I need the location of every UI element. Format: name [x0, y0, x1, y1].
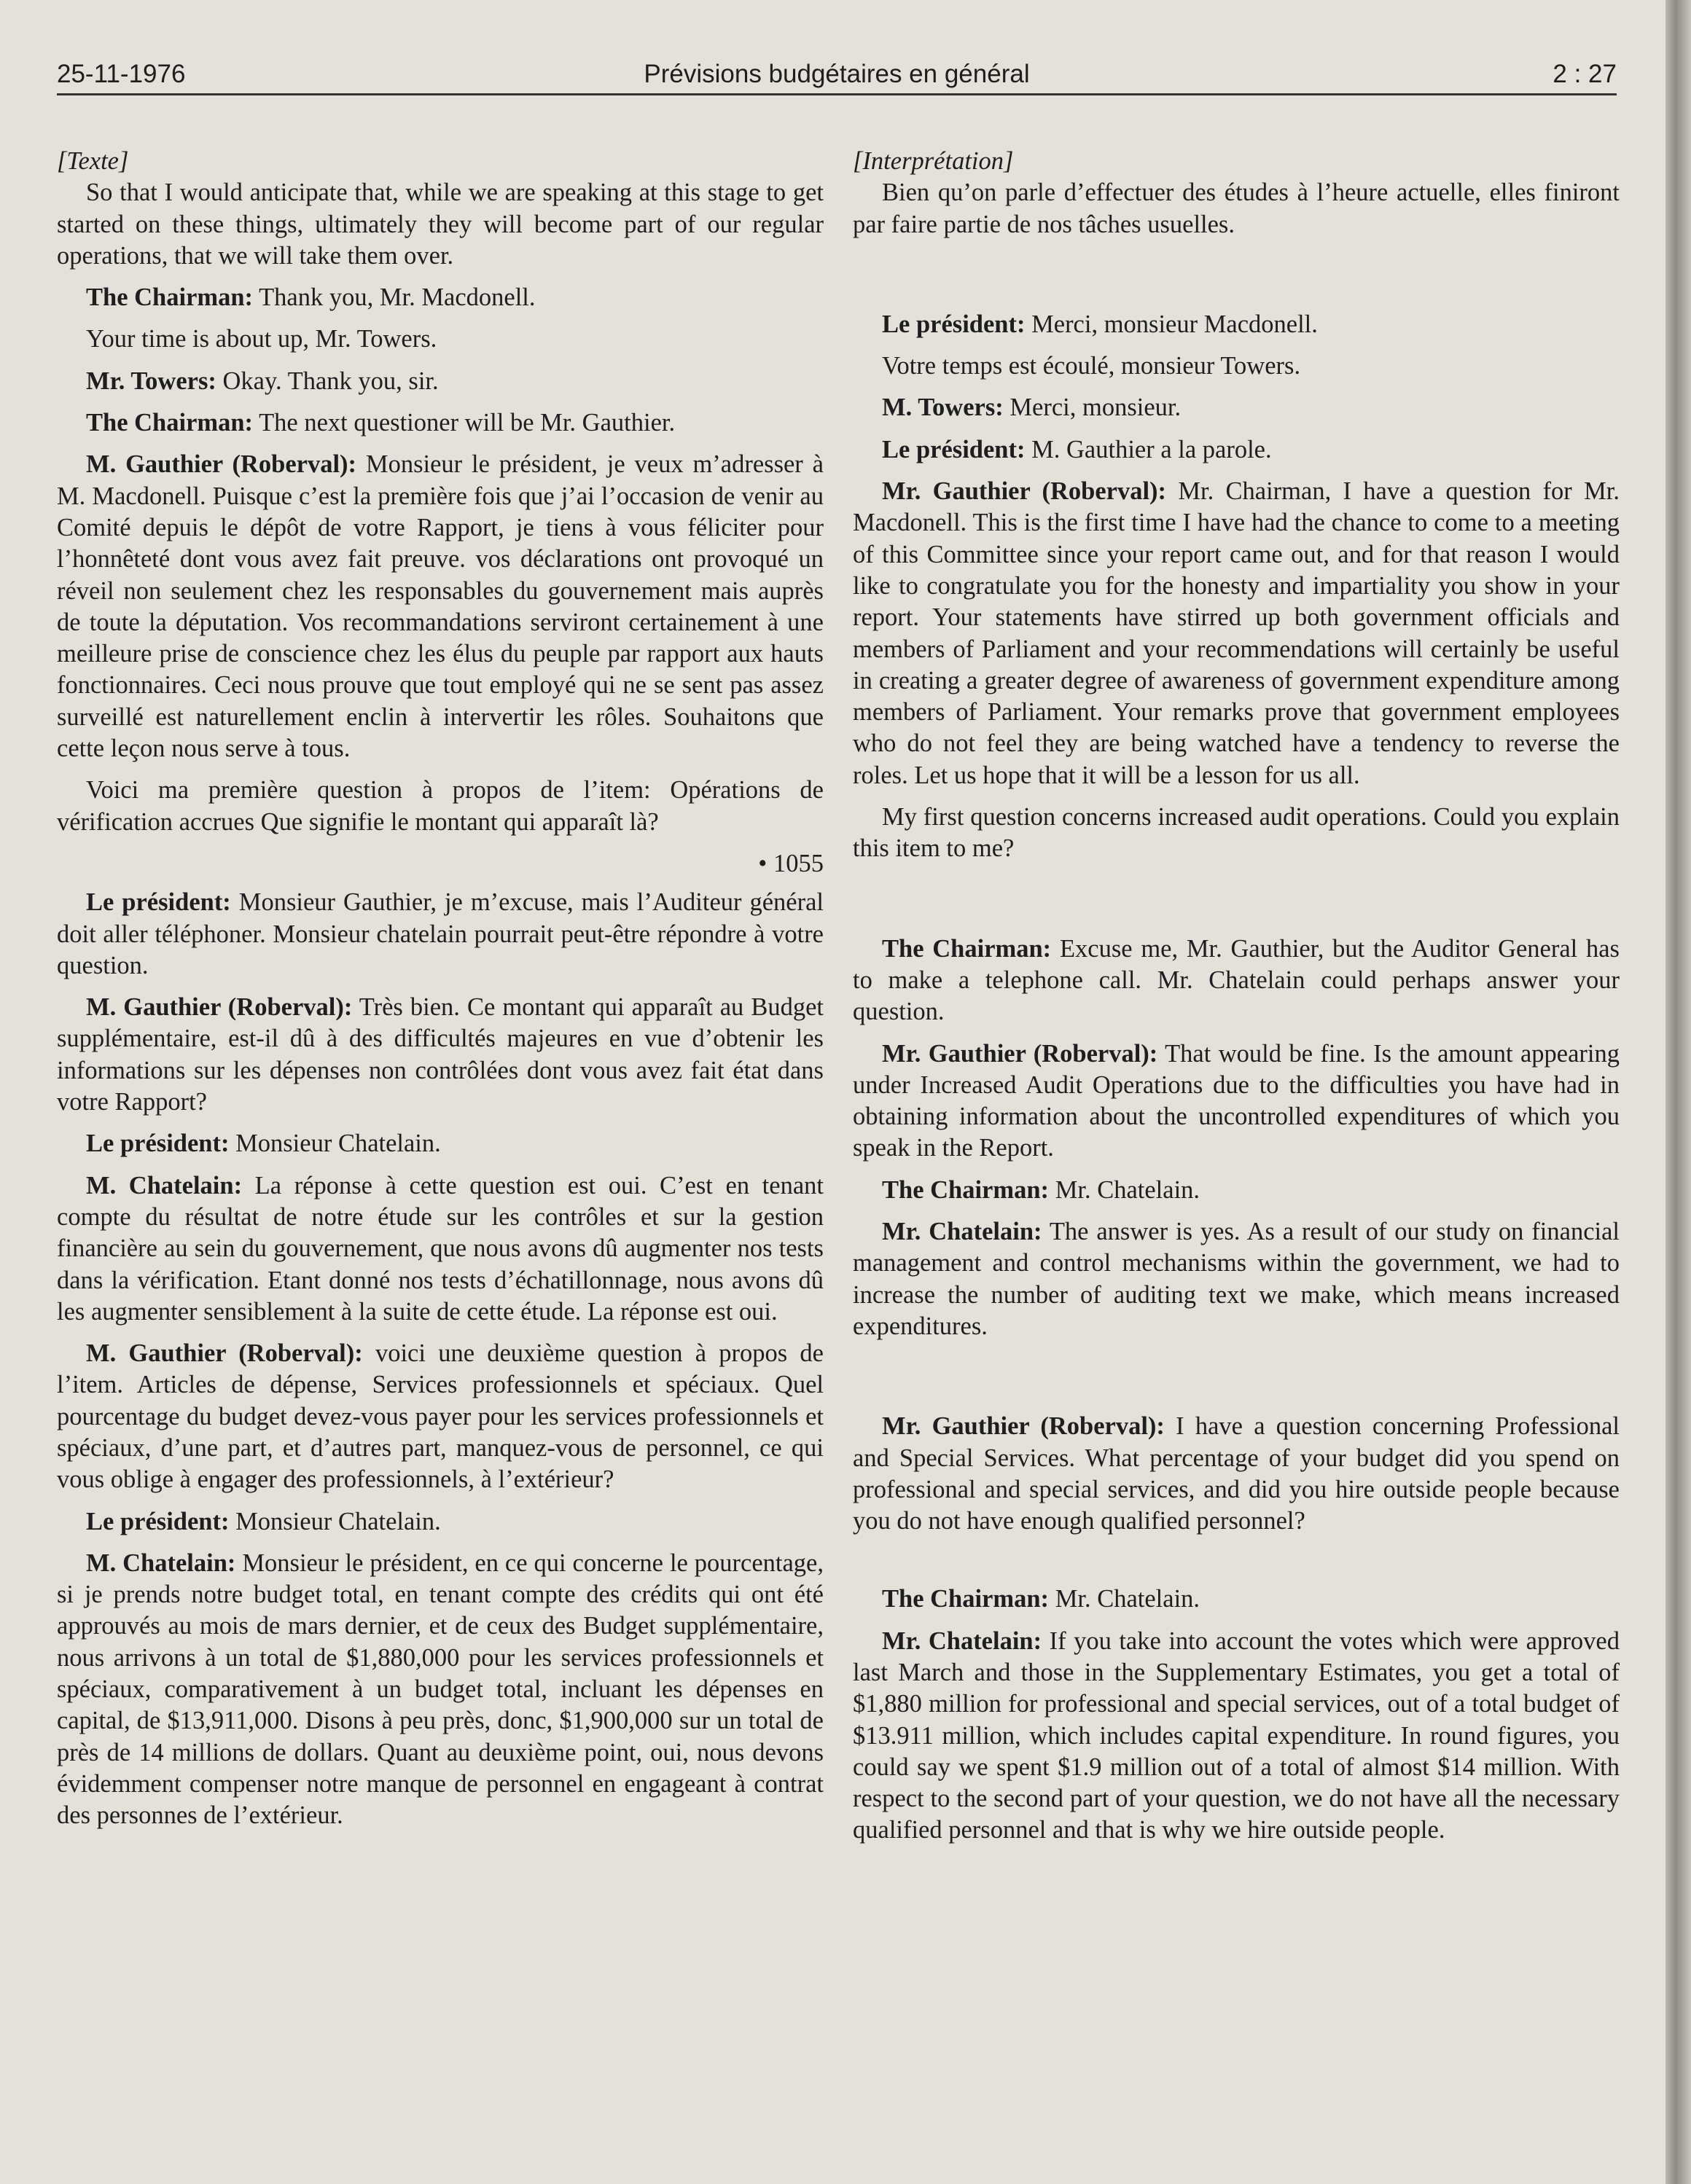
right-column: [853, 146, 1620, 1857]
right-paragraph-8: [853, 934, 1620, 1028]
left-paragraph-12: [57, 1338, 824, 1495]
right-paragraph-3: Votre temps est écoulé, monsieur Towers.: [882, 352, 1301, 380]
left-language-label: [Texte]: [57, 147, 129, 175]
left-paragraph-11: [57, 1170, 824, 1328]
speaker-name: M. Towers:: [882, 394, 1004, 422]
speech-text: That would be fine. Is the amount appearing under Increased Audit Operations due to the difficulties you have had in obtaining information about the uncontrolled expenditures of which you speak in the Report.: [853, 1039, 1620, 1162]
speech-text: Monsieur le président, je veux m’adresser à M. Macdonell. Puisque c’est la première fois que j’ai l’occasion de venir au Comité depuis le dépôt de votre Rapport, je tiens à vous féliciter pour l’honnêteté dont vous avez fait preuve. vos déclarations ont provoqué un réveil non seulement chez les responsables du gouvernement mais auprès de toute la députation. Vos recommandations serviront certainement à une meilleure prise de conscience chez les élus du peuple par rapport aux hauts fonctionnaires. Ceci nous prouve que tout employé qui ne se sent pas assez surveillé est naturellement enclin à intervertir les rôles. Souhaitons que cette leçon nous serve à tous.: [57, 450, 824, 763]
speech-text: Mr. Chatelain.: [1049, 1585, 1200, 1613]
left-paragraph-8: [57, 887, 824, 982]
left-paragraph-7: Voici ma première question à propos de l’item: Opérations de vérification accrues Que signifie le montant qui apparaît là?: [57, 776, 824, 836]
speaker-name: Mr. Gauthier (Roberval):: [882, 1412, 1165, 1441]
header-page-number: 2 : 27: [1553, 60, 1617, 88]
right-paragraph-5: [853, 434, 1620, 466]
right-paragraph-14: [853, 1626, 1620, 1847]
speaker-name: M. Chatelain:: [86, 1549, 236, 1577]
speech-text: M. Gauthier a la parole.: [1025, 435, 1272, 463]
right-paragraph-6: [853, 476, 1620, 791]
speaker-name: Le président:: [882, 310, 1026, 338]
right-paragraph-13: [853, 1584, 1620, 1615]
left-paragraph-13: [57, 1506, 824, 1538]
left-paragraph-9: [57, 992, 824, 1118]
speaker-name: The Chairman:: [882, 934, 1052, 963]
right-paragraph-7: My first question concerns increased audit operations. Could you explain this item to me?: [853, 803, 1620, 863]
speech-text: Monsieur Gauthier, je m’excuse, mais l’Auditeur général doit aller téléphoner. Monsieur chatelain pourrait peut-être répondre à votre question.: [57, 888, 824, 979]
speech-text: Excuse me, Mr. Gauthier, but the Auditor General has to make a telephone call. Mr. Chatelain could perhaps answer your question.: [853, 934, 1620, 1026]
speech-text: Monsieur le président, en ce qui concerne le pourcentage, si je prends notre budget total, en tenant compte des crédits qui ont été approuvés au mois de mars dernier, et de ceux des Budget supplémentaire, nous arrivons à un total de $1,880,000 pour les services professionnels et spéciaux, comparativement à un budget total, incluant les dépenses en capital, de $13,911,000. Disons à peu près, donc, $1,900,000 sur un total de près de 14 millions de dollars. Quant au deuxième point, oui, nous devons évidemment compenser notre manque de personnel en engageant à contrat des personnes de l’extérieur.: [57, 1549, 824, 1830]
time-marker: • 1055: [758, 849, 824, 877]
speaker-name: Mr. Towers:: [86, 367, 216, 395]
left-paragraph-2: [57, 282, 824, 313]
speaker-name: Le président:: [86, 1507, 230, 1535]
speech-text: Mr. Chatelain.: [1049, 1175, 1200, 1204]
speech-text: If you take into account the votes which were approved last March and those in the Supplementary Estimates, you get a total of $1,880 million for professional and special services, out of a total budget of $13.911 million, which includes capital expenditure. In round figures, you could say we spent $1.9 million out of a total of almost $14 million. With respect to the second part of your question, we do not have all the necessary qualified personnel and that is why we hire outside people.: [853, 1627, 1620, 1844]
speaker-name: Mr. Gauthier (Roberval):: [882, 1039, 1158, 1068]
right-paragraph-10: [853, 1175, 1620, 1206]
left-paragraph-14: [57, 1548, 824, 1832]
speaker-name: The Chairman:: [882, 1175, 1050, 1204]
speech-text: Très bien. Ce montant qui apparaît au Budget supplémentaire, est-il dû à des difficultés majeures en vue d’obtenir les informations sur les dépenses non contrôlées dont vous avez fait état dans votre Rapport?: [57, 993, 824, 1116]
header-date: 25-11-1976: [57, 60, 186, 88]
speaker-name: Mr. Chatelain:: [882, 1627, 1042, 1655]
speaker-name: The Chairman:: [882, 1585, 1050, 1613]
page-binding-edge: [1665, 0, 1691, 2184]
right-paragraph-12: [853, 1411, 1620, 1537]
left-paragraph-3: Your time is about up, Mr. Towers.: [86, 325, 437, 353]
left-column: [57, 146, 824, 1842]
speech-text: voici une deuxième question à propos de l’item. Articles de dépense, Services professionnels et spéciaux. Quel pourcentage du budget devez-vous payer pour les services professionnels et spéciaux, d’une part, et d’autres part, manquez-vous de personnel, ce qui vous oblige à engager des professionnels, à l’extérieur?: [57, 1339, 824, 1494]
speaker-name: M. Chatelain:: [86, 1171, 243, 1199]
speech-text: Mr. Chairman, I have a question for Mr. Macdonell. This is the first time I have had the chance to come to a meeting of this Committee since your report came out, and for that reason I would like to congratulate you for the honesty and impartiality you show in your report. Your statements have stirred up both government officials and members of Parliament and your recommendations will certainly be useful in creating a greater degree of awareness of government expenditure among members of Parliament. Your remarks prove that government employees who do not feel they are being watched have a tendency to reverse the roles. Let us hope that it will be a lesson for us all.: [853, 477, 1620, 789]
speech-text: The next questioner will be Mr. Gauthier.: [253, 409, 676, 437]
speaker-name: Mr. Chatelain:: [882, 1218, 1042, 1246]
speaker-name: The Chairman:: [86, 409, 254, 437]
speech-text: La réponse à cette question est oui. C’est en tenant compte du résultat de notre étude sur les contrôles et sur la gestion financière au sein du gouvernement, que nous avons dû augmenter nos tests dans la vérification. Etant donné nos tests d’échatillonnage, nous avons dû les augmenter sensiblement à la suite de cette étude. La réponse est oui.: [57, 1171, 824, 1326]
left-paragraph-1: So that I would anticipate that, while we are speaking at this stage to get started on these things, ultimately they will become part of our regular operations, that we will take them over.: [57, 179, 824, 270]
speaker-name: M. Gauthier (Roberval):: [86, 450, 357, 479]
left-paragraph-4: [57, 366, 824, 397]
speech-text: Monsieur Chatelain.: [229, 1507, 441, 1535]
speaker-name: Le président:: [86, 888, 231, 917]
speaker-name: Le président:: [86, 1130, 230, 1158]
speaker-name: The Chairman:: [86, 283, 254, 312]
right-language-label: [Interprétation]: [853, 147, 1014, 175]
left-paragraph-5: [57, 407, 824, 439]
speaker-name: M. Gauthier (Roberval):: [86, 1339, 363, 1368]
left-paragraph-10: [57, 1128, 824, 1159]
speech-text: The answer is yes. As a result of our study on financial management and control mechanisms within the government, we had to increase the number of auditing text we make, which means increased expenditures.: [853, 1218, 1620, 1340]
speaker-name: Le président:: [882, 435, 1026, 463]
speech-text: Monsieur Chatelain.: [229, 1130, 441, 1158]
speaker-name: M. Gauthier (Roberval):: [86, 993, 353, 1022]
speech-text: Thank you, Mr. Macdonell.: [253, 283, 536, 312]
header-title: Prévisions budgétaires en général: [644, 60, 1030, 88]
right-paragraph-9: [853, 1038, 1620, 1165]
right-paragraph-2: [853, 309, 1620, 340]
speaker-name: Mr. Gauthier (Roberval):: [882, 477, 1167, 506]
speech-text: I have a question concerning Professional and Special Services. What percentage of your budget did you spend on professional and special services, and did you hire outside people because you do not have enough qualified personnel?: [853, 1412, 1620, 1535]
right-paragraph-11: [853, 1216, 1620, 1342]
speech-text: Merci, monsieur Macdonell.: [1025, 310, 1318, 338]
page-header: [57, 50, 1617, 95]
right-paragraph-4: [853, 392, 1620, 423]
right-paragraph-1: Bien qu’on parle d’effectuer des études à l’heure actuelle, elles finiront par faire partie de nos tâches usuelles.: [853, 179, 1620, 238]
left-paragraph-6: [57, 449, 824, 764]
speech-text: Okay. Thank you, sir.: [216, 367, 439, 395]
speech-text: Merci, monsieur.: [1003, 394, 1182, 422]
